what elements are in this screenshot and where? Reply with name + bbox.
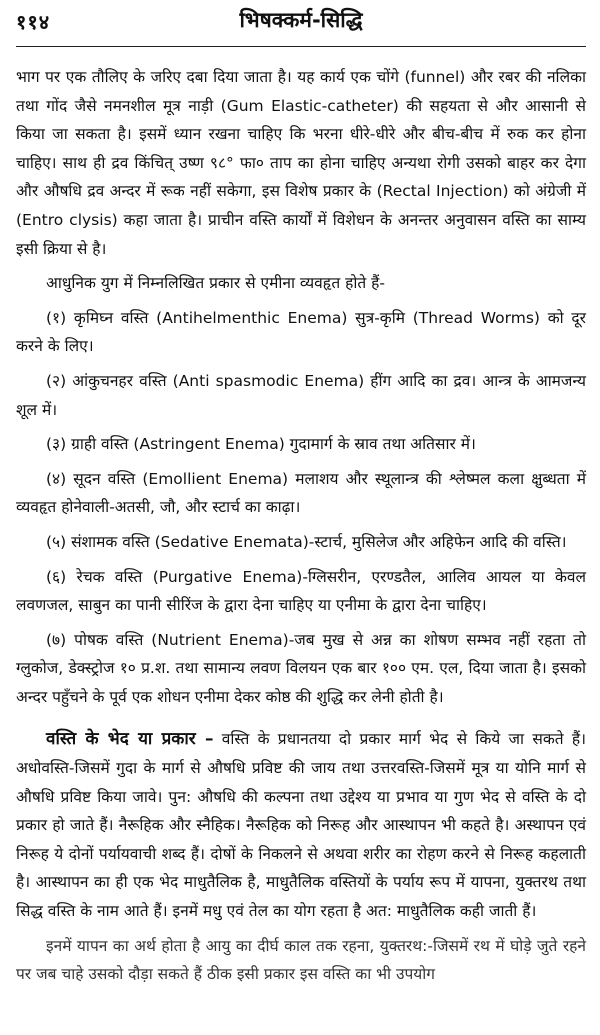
list-item-4: (४) सूदन वस्ति (Emollient Enema) मलाशय और स्थूलान्त्र की श्लेष्मल कला क्षुब्धता में व्यवहृत होनेवाली-अतसी, जौ, और स्टार्च का काढ़ा।	[16, 469, 586, 517]
paragraph-types-body: वस्ति के प्रधानतया दो प्रकार मार्ग भेद से किये जा सकते हैं। अधोवस्ति-जिसमें गुदा के मार्ग से औषधि प्रविष्ट की जाय तथा उत्तरवस्ति-जिसमें मूत्र या योनि मार्ग से औषधि प्रविष्ट किया जावे। पुन: औषधि की कल्पना तथा उद्देश्य या प्रभाव या गुण भेद से वस्ति के दो प्रकार हो जाते हैं। नैरूहिक और स्नैहिक। नैरूहिक को निरूह और आस्थापन भी कहते है। अस्थापन एवं निरूह ये दोनों पर्यायवाची शब्द हैं। दोषों के निकलने से अथवा शरीर का रोहण करने से निरूह कहलाती है। आस्थापन का ही एक भेद माधुतैलिक है, माधुतैलिक वस्तियों के पर्याय रूप में यापना, युक्तरथ तथा सिद्ध वस्ति के नाम आते हैं। इनमें मधु एवं तेल का योग रहता है अत: माधुतैलिक कही जाती हैं।	[16, 730, 586, 921]
list-item-6: (६) रेचक वस्ति (Purgative Enema)-ग्लिसरीन, एरण्डतैल, आलिव आयल या केवल लवणजल, साबुन का पानी सीरिंज के द्वारा देना चाहिए या एनीमा के द्वारा देना चाहिए।	[16, 567, 586, 615]
list-item-2: (२) आंकुचनहर वस्ति (Anti spasmodic Enema) हींग आदि का द्रव। आन्त्र के आमजन्य शूल में।	[16, 371, 586, 419]
page-header	[16, 6, 586, 47]
paragraph-intro: भाग पर एक तौलिए के जरिए दबा दिया जाता है। यह कार्य एक चोंगे (funnel) और रबर की नलिका तथा गोंद जैसे नमनशील मूत्र नाड़ी (Gum Elastic-catheter) की सहयता से और आसानी से किया जा सकता है। इसमें ध्यान रखना चाहिए कि भरना धीरे-धीरे और बीच-बीच में रुक कर होना चाहिए। साथ ही द्रव किंचित् उष्ण ९८° फा० ताप का होना चाहिए अन्यथा रोगी उसको बाहर कर देगा और औषधि द्रव अन्दर में रूक नहीं सकेगा, इस विशेष प्रकार के (Rectal Injection) को अंग्रेजी में (Entro clysis) कहा जाता है। प्राचीन वस्ति कार्यों में विशेधन के अनन्तर अनुवासन वस्ति का साम्य इसी क्रिया से है।	[16, 68, 586, 258]
list-item-5: (५) संशामक वस्ति (Sedative Enemata)-स्टार्च, मुसिलेज और अहिफेन आदि की वस्ति।	[46, 532, 567, 551]
list-item-3: (३) ग्राही वस्ति (Astringent Enema) गुदामार्ग के स्राव तथा अतिसार में।	[46, 435, 476, 454]
running-title: भिषक्कर्म-सिद्धि	[239, 8, 363, 32]
page-number: ११४	[16, 10, 51, 34]
list-item-7: (७) पोषक वस्ति (Nutrient Enema)-जब मुख से अन्न का शोषण सम्भव नहीं रहता तो ग्लुकोज, डेक्स्ट्रोज १० प्र.श. तथा सामान्य लवण विलयन एक बार १०० एम. एल, दिया जाता है। इसको अन्दर पहुँचने के पूर्व एक शोधन एनीमा देकर कोष्ठ की शुद्धि कर लेनी होती है।	[16, 630, 586, 706]
list-item-1: (१) कृमिघ्न वस्ति (Antihelmenthic Enema) सुत्र-कृमि (Thread Worms) को दूर करने के लिए।	[16, 308, 586, 356]
page-body	[16, 63, 586, 989]
section-heading-types: वस्ति के भेद या प्रकार –	[46, 729, 214, 750]
paragraph-yapana: इनमें यापन का अर्थ होता है आयु का दीर्घ काल तक रहना, युक्तरथ:-जिसमें रथ में घोड़े जुते रहने पर जब चाहे उसको दौड़ा सकते हैं ठीक इसी प्रकार इस वस्ति का भी उपयोग	[16, 936, 586, 984]
paragraph-types	[16, 725, 586, 925]
paragraph-modern-enema: आधुनिक युग में निम्नलिखित प्रकार से एमीना व्यवहृत होते हैं-	[46, 274, 385, 293]
